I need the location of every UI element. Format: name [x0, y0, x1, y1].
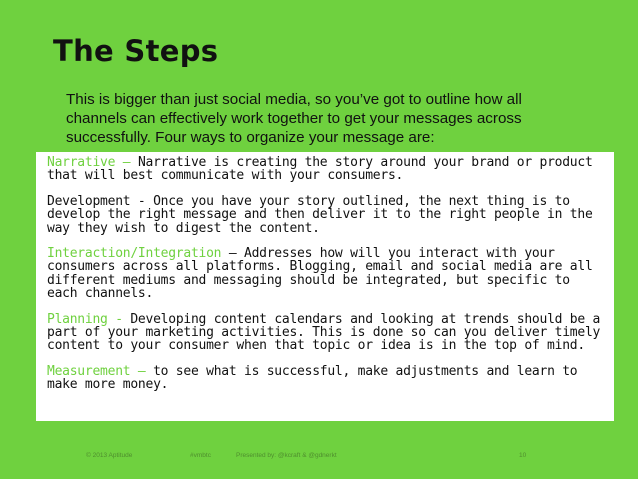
step-separator: –	[130, 363, 154, 379]
intro-text: This is bigger than just social media, so you’ve got to outline how all channels can effectively work together to get your messages across successfully. Four ways to organize your message are:	[66, 91, 522, 146]
step-narrative	[47, 156, 604, 183]
slide-footer	[0, 449, 638, 463]
step-separator: -	[107, 311, 131, 327]
step-planning	[47, 313, 604, 353]
step-measurement	[47, 365, 604, 392]
step-description: Developing content calendars and looking at trends should be a part of your marketing activities. This is done so can you deliver timely content to your consumer when that topic or idea is in the top of mind.	[47, 311, 601, 354]
step-term: Interaction/Integration	[47, 246, 222, 262]
steps-content-box	[36, 152, 614, 421]
footer-hashtag: #vmbtc	[190, 452, 211, 459]
step-separator: -	[130, 193, 154, 209]
step-term: Planning	[47, 311, 108, 327]
footer-copyright: © 2013 Aptitude	[86, 452, 133, 459]
slide-title: The Steps	[53, 34, 219, 68]
step-interaction-integration	[47, 247, 604, 301]
step-term: Narrative	[47, 155, 116, 170]
step-description: Narrative is creating the story around your brand or product that will best communicate with your consumers.	[47, 155, 593, 184]
footer-presented-by: Presented by: @kcraft & @gdnerkt	[236, 452, 337, 459]
footer-page-number: 10	[519, 452, 527, 459]
step-term: Development	[47, 193, 131, 209]
step-development	[47, 195, 604, 235]
step-separator: –	[221, 246, 244, 262]
step-separator: –	[115, 155, 138, 170]
step-description: Addresses how will you interact with your consumers across all platforms. Blogging, email and social media are all different mediums and messaging should be integrated, but specific to each channels.	[47, 246, 593, 302]
step-term: Measurement	[47, 363, 131, 379]
step-description: to see what is successful, make adjustments and learn to make more money.	[47, 363, 578, 393]
step-description: Once you have your story outlined, the next thing is to develop the right message and then deliver it to the right people in the way they wish to digest the content.	[47, 193, 593, 236]
